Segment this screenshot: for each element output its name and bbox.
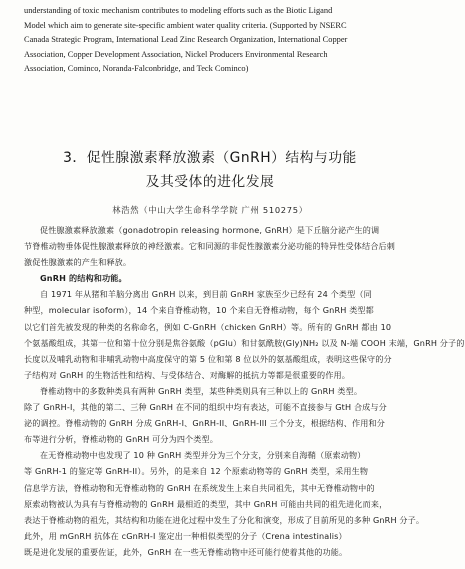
body-line: 促性腺激素释放激素（gonadotropin releasing hormone, GnRH）是下丘脑分泌产生的调 — [40, 225, 380, 235]
paragraph-line: understanding of toxic mechanism contributes to modeling efforts such as the Biotic Ligand — [24, 6, 333, 15]
body-text — [24, 222, 465, 560]
body-line: 表达于脊椎动物的祖先，其结构和功能在进化过程中发生了分化和演变，形成了目前所见的多种 GnRH 分子。 — [24, 514, 425, 525]
section-subtitle: 及其受体的进化发展 — [145, 174, 275, 190]
section-title: 3．促性腺激素释放激素（GnRH）结构与功能 — [63, 150, 357, 166]
body-line: 以它们首先被发现的种类的名称命名，例如 C-GnRH（chicken GnRH）等。所有的 GnRH 都由 10 — [24, 321, 392, 332]
paragraph-line: Canada Strategic Program, International Lead Zinc Research Organization, International Copper — [24, 35, 348, 45]
body-line: 个氨基酸组成，其第一位和第十位分别是焦谷氨酸（pGlu）和甘氨酰胺(Gly)NH₂ 以及 N-端 COOH 末端，GnRH 分子的 — [24, 337, 465, 348]
body-line: 等 GnRH-1 的鉴定等 GnRH-II）。另外，的是来自 12 个原索动物等的 GnRH 类型，采用生物 — [24, 466, 369, 477]
subsection-heading: GnRH 的结构和功能。 — [40, 273, 127, 284]
paragraph-line: Association, Copper Development Association, Nickel Producers Environmental Research — [24, 49, 328, 59]
body-line: 在无脊椎动物中也发现了 10 种 GnRH 类型并分为三个分支，分别来自海鞘（原索动物） — [40, 450, 366, 461]
body-line: 布等进行分析，脊椎动物的 GnRH 可分为四个类型。 — [24, 434, 219, 445]
body-line: 此外，用 mGnRH 抗体在 cGnRH-I 鉴定出一种相似类型的分子（Crena intestinalis） — [24, 530, 347, 541]
paragraph-line: Association, Cominco, Noranda-Falconbridge, and Teck Cominco) — [24, 64, 249, 74]
author-affiliation: 林浩然（中山大学生命科学学院 广州 510275） — [112, 205, 308, 215]
body-line: 长度以及哺乳动物和非哺乳动物中高度保守的第 5 位和第 8 位以外的氨基酸组成，表明这些保守的分 — [24, 353, 392, 364]
body-line: 泌的调控。脊椎动物的 GnRH 分成 GnRH-I、GnRH-II、GnRH-III 三个分支，根据结构、作用和分 — [24, 418, 385, 429]
body-line: 子结构对 GnRH 的生物活性和结构、与受体结合、对酶解的抵抗力等都是很重要的作用。 — [24, 369, 350, 380]
body-line: 种型，molecular isoform），14 个来自脊椎动物，10 个来自无脊椎动物，每个 GnRH 类型都 — [24, 305, 374, 316]
body-line: 既是进化发展的重要佐证，此外，GnRH 在一些无脊椎动物中还可能行使着其他的功能。 — [24, 546, 348, 557]
previous-paragraph — [24, 4, 402, 77]
body-line: 除了 GnRH-I，其他的第二、三种 GnRH 在不同的组织中均有表达，可能不直接参与 GtH 合成与分 — [24, 402, 387, 413]
body-line: 信息学方法，脊椎动物和无脊椎动物的 GnRH 在系统发生上来自共同祖先，其中无脊椎动物中的 — [24, 482, 375, 493]
body-line: 脊椎动物中的多数种类具有两种 GnRH 类型，某些种类则具有三种以上的 GnRH 类型。 — [40, 385, 363, 396]
body-line: 节脊椎动物垂体促性腺激素释放的神经激素。它和同源的非促性腺激素分泌功能的特异性受体结合后刺 — [24, 241, 395, 252]
body-line: 原索动物被认为具有与脊椎动物的 GnRH 最相近的类型，其中 GnRH 可能由共同的祖先进化而来， — [24, 498, 388, 509]
paragraph-line: Model which aim to generate site-specific ambient water quality criteria. (Supported by NSERC — [24, 20, 347, 30]
body-line: 激促性腺激素的产生和释放。 — [24, 257, 132, 268]
body-line: 自 1971 年从猪和羊脑分离出 GnRH 以来，到目前 GnRH 家族至少已经有 24 个类型（同 — [40, 289, 372, 300]
